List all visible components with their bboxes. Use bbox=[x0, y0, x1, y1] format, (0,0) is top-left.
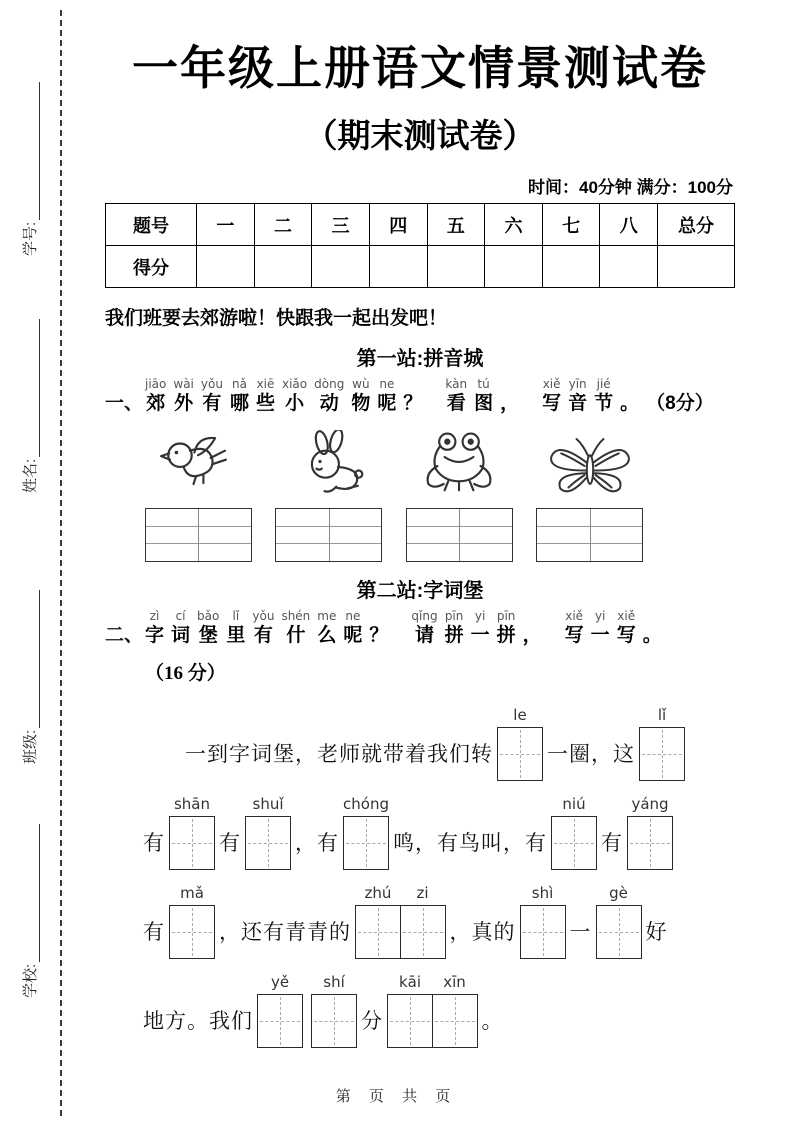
ruby-token bbox=[171, 609, 190, 648]
token-char: 呢 bbox=[377, 393, 397, 414]
tianzige-box bbox=[169, 884, 215, 959]
ruby-token bbox=[369, 609, 388, 648]
sidebar-field-school bbox=[20, 808, 40, 998]
pinyin-grid bbox=[536, 508, 643, 562]
question-number-cell: 总分 bbox=[658, 204, 735, 246]
passage-text: ，还有青青的 bbox=[219, 920, 351, 944]
rabbit-image bbox=[284, 430, 374, 502]
token-char: 图 bbox=[474, 393, 494, 414]
tianzige-box bbox=[596, 884, 642, 959]
token-char: 。 bbox=[642, 625, 662, 646]
box-center-hline bbox=[435, 1021, 475, 1022]
token-char: 一 bbox=[470, 625, 490, 646]
token-char: ？ bbox=[403, 393, 423, 414]
question1-number: 一、 bbox=[105, 393, 144, 414]
token-char: 词 bbox=[171, 625, 191, 646]
station1-heading: 第一站:拼音城 bbox=[356, 348, 484, 370]
butterfly-image bbox=[545, 430, 635, 502]
frog-image bbox=[414, 430, 504, 502]
token-char: 里 bbox=[226, 625, 246, 646]
page-footer: 第 页 共 页 bbox=[335, 1088, 458, 1105]
token-char: 写 bbox=[542, 393, 562, 414]
token-pinyin: ne bbox=[379, 377, 395, 391]
score-value-cell bbox=[254, 246, 312, 288]
question2-score-note: （16 分） bbox=[145, 663, 226, 684]
box-pinyin-label: gè bbox=[609, 884, 628, 902]
question1 bbox=[105, 377, 735, 416]
token-char: 请 bbox=[414, 625, 434, 646]
token-char: 有 bbox=[253, 625, 273, 646]
tianzige-box bbox=[343, 795, 389, 870]
token-pinyin: lǐ bbox=[232, 609, 240, 623]
question-number-cell: 四 bbox=[369, 204, 427, 246]
token-pinyin: me bbox=[317, 609, 337, 623]
tianzige-box bbox=[551, 795, 597, 870]
score-value-cell bbox=[197, 246, 255, 288]
score-row-label-cell: 得分 bbox=[106, 246, 197, 288]
token-char: 什 bbox=[286, 625, 306, 646]
ruby-token bbox=[646, 377, 714, 416]
sidebar-field-blank bbox=[25, 82, 40, 220]
passage-text: 有 bbox=[143, 920, 165, 944]
ruby-token bbox=[145, 609, 164, 648]
score-value-cell bbox=[600, 246, 658, 288]
token-char: 堡 bbox=[198, 625, 218, 646]
passage-text: 鸣，有鸟叫，有 bbox=[393, 831, 547, 855]
ruby-token bbox=[351, 377, 370, 416]
question-number-cell: 六 bbox=[485, 204, 543, 246]
animal-cell-bird bbox=[143, 430, 253, 562]
pinyin-grid bbox=[275, 508, 382, 562]
score-value-cell bbox=[658, 246, 735, 288]
token-char: 呢 bbox=[343, 625, 363, 646]
ruby-token bbox=[411, 609, 437, 648]
score-value-cell bbox=[427, 246, 485, 288]
token-char: ？ bbox=[369, 625, 389, 646]
ruby-token bbox=[542, 377, 561, 416]
ruby-token bbox=[497, 609, 516, 648]
passage-line bbox=[143, 701, 735, 781]
tianzige-box bbox=[400, 884, 446, 959]
score-table bbox=[105, 203, 735, 288]
token-char: 音 bbox=[568, 393, 588, 414]
ruby-token bbox=[197, 609, 219, 648]
passage-text: 一到字词堡，老师就带着我们转 bbox=[185, 742, 493, 766]
token-pinyin: tú bbox=[477, 377, 490, 391]
ruby-token bbox=[523, 609, 542, 648]
intro-text: 我们班要去郊游啦！快跟我一起出发吧！ bbox=[105, 308, 448, 329]
ruby-token bbox=[617, 609, 636, 648]
box-pinyin-label: zhú bbox=[364, 884, 392, 902]
animal-cell-butterfly bbox=[535, 430, 645, 562]
ruby-token bbox=[620, 377, 639, 416]
token-pinyin: xiě bbox=[542, 377, 561, 391]
ruby-token bbox=[256, 377, 275, 416]
token-pinyin: xiě bbox=[617, 609, 636, 623]
sidebar-field-student-id bbox=[20, 66, 40, 256]
question-number-cell: 七 bbox=[542, 204, 600, 246]
token-pinyin: yīn bbox=[568, 377, 587, 391]
tianzige-box bbox=[639, 706, 685, 781]
token-pinyin: wù bbox=[352, 377, 370, 391]
tianzige-double-box bbox=[355, 884, 446, 959]
sidebar-field-label: 学校: bbox=[22, 963, 39, 998]
token-pinyin: bǎo bbox=[197, 609, 220, 623]
question-number-cell: 三 bbox=[312, 204, 370, 246]
passage-line bbox=[143, 879, 735, 959]
tianzige-double-box bbox=[387, 973, 478, 1048]
box-center-hline bbox=[390, 1021, 430, 1022]
score-value-cell bbox=[369, 246, 427, 288]
score-table-corner-cell: 题号 bbox=[106, 204, 197, 246]
ruby-token bbox=[643, 609, 662, 648]
ruby-token bbox=[471, 609, 490, 648]
token-char: 拼 bbox=[496, 625, 516, 646]
passage-line bbox=[143, 790, 735, 870]
station2-heading: 第二站:字词堡 bbox=[356, 580, 484, 602]
animal-row bbox=[143, 430, 645, 562]
sidebar-field-class bbox=[20, 574, 40, 764]
ruby-token bbox=[282, 377, 307, 416]
token-pinyin: wài bbox=[173, 377, 194, 391]
paper-main bbox=[105, 0, 735, 1057]
tianzige-box bbox=[520, 884, 566, 959]
token-pinyin: qǐng bbox=[411, 609, 438, 623]
sidebar-field-name bbox=[20, 303, 40, 493]
sidebar-field-label: 班级: bbox=[22, 729, 39, 764]
fill-in-passage bbox=[143, 701, 735, 1048]
token-pinyin: cí bbox=[175, 609, 186, 623]
ruby-token bbox=[343, 609, 362, 648]
sidebar-field-label: 学号: bbox=[22, 221, 39, 256]
sidebar-field-label: 姓名: bbox=[22, 458, 39, 493]
token-pinyin: dòng bbox=[314, 377, 345, 391]
ruby-token bbox=[568, 377, 587, 416]
ruby-token bbox=[173, 377, 194, 416]
box-pinyin-label: mǎ bbox=[180, 884, 204, 902]
ruby-token bbox=[281, 609, 310, 648]
passage-text: 地方。我们 bbox=[143, 1009, 253, 1033]
token-char: 小 bbox=[285, 393, 305, 414]
passage-line bbox=[143, 968, 735, 1048]
ruby-token bbox=[230, 377, 249, 416]
box-pinyin-label: yáng bbox=[631, 795, 669, 813]
question-number-cell: 八 bbox=[600, 204, 658, 246]
box-center-hline bbox=[172, 843, 212, 844]
token-pinyin: ne bbox=[345, 609, 361, 623]
token-char: 看 bbox=[446, 393, 466, 414]
question-number-cell: 一 bbox=[197, 204, 255, 246]
ruby-token bbox=[252, 609, 274, 648]
token-pinyin: yǒu bbox=[200, 377, 223, 391]
token-pinyin: xiē bbox=[256, 377, 275, 391]
box-center-hline bbox=[554, 843, 594, 844]
token-char: 物 bbox=[351, 393, 371, 414]
token-pinyin: pīn bbox=[496, 609, 516, 623]
box-pinyin-label: shì bbox=[531, 884, 554, 902]
token-char: 么 bbox=[317, 625, 337, 646]
sidebar-field-blank bbox=[25, 590, 40, 728]
score-value-cell bbox=[485, 246, 543, 288]
token-pinyin: nǎ bbox=[231, 377, 247, 391]
animal-cell-frog bbox=[404, 430, 514, 562]
box-center-hline bbox=[403, 932, 443, 933]
box-pinyin-label: kāi bbox=[398, 973, 422, 991]
box-center-hline bbox=[500, 754, 540, 755]
token-pinyin: jiāo bbox=[145, 377, 167, 391]
box-pinyin-label: chóng bbox=[343, 795, 389, 813]
token-pinyin: yi bbox=[474, 609, 486, 623]
pinyin-grid bbox=[145, 508, 252, 562]
sidebar-field-blank bbox=[25, 824, 40, 962]
token-char: 。 bbox=[620, 393, 640, 414]
page-title: 一年级上册语文情景测试卷 bbox=[132, 42, 708, 94]
tianzige-box bbox=[387, 973, 433, 1048]
box-pinyin-label: zi bbox=[416, 884, 429, 902]
passage-text: 一 bbox=[569, 920, 592, 944]
ruby-token bbox=[500, 377, 519, 416]
tianzige-box bbox=[257, 973, 303, 1048]
passage-text: 有 bbox=[601, 831, 623, 855]
token-char: （8分） bbox=[646, 393, 714, 414]
ruby-token bbox=[591, 609, 610, 648]
box-center-hline bbox=[642, 754, 682, 755]
token-char: 动 bbox=[319, 393, 339, 414]
score-value-cell bbox=[312, 246, 370, 288]
box-center-hline bbox=[358, 932, 398, 933]
box-center-hline bbox=[630, 843, 670, 844]
score-header-row bbox=[106, 204, 735, 246]
tianzige-box bbox=[355, 884, 401, 959]
ruby-token bbox=[445, 609, 464, 648]
tianzige-box bbox=[169, 795, 215, 870]
token-char: 有 bbox=[202, 393, 222, 414]
question2-number: 二、 bbox=[105, 625, 144, 646]
token-char: 哪 bbox=[229, 393, 249, 414]
box-pinyin-label: shí bbox=[323, 973, 345, 991]
token-char: ， bbox=[522, 625, 542, 646]
token-pinyin: yǒu bbox=[252, 609, 275, 623]
token-char: 写 bbox=[564, 625, 584, 646]
question-number-cell: 五 bbox=[427, 204, 485, 246]
tianzige-box bbox=[245, 795, 291, 870]
token-pinyin: yi bbox=[594, 609, 606, 623]
token-char: 些 bbox=[255, 393, 275, 414]
box-pinyin-label: le bbox=[513, 706, 527, 724]
ruby-token bbox=[594, 377, 613, 416]
ruby-token bbox=[201, 377, 223, 416]
page-subtitle: （期末测试卷） bbox=[304, 117, 536, 154]
tianzige-box bbox=[497, 706, 543, 781]
sidebar-field-blank bbox=[25, 319, 40, 457]
box-pinyin-label: shān bbox=[173, 795, 211, 813]
token-pinyin: pīn bbox=[444, 609, 464, 623]
token-pinyin: xiǎo bbox=[282, 377, 308, 391]
box-center-hline bbox=[172, 932, 212, 933]
ruby-token bbox=[403, 377, 422, 416]
box-pinyin-label: niú bbox=[562, 795, 586, 813]
token-char: 拼 bbox=[444, 625, 464, 646]
box-center-hline bbox=[346, 843, 386, 844]
tianzige-box bbox=[627, 795, 673, 870]
token-pinyin: kàn bbox=[445, 377, 468, 391]
tianzige-box bbox=[311, 973, 357, 1048]
ruby-token bbox=[565, 609, 584, 648]
box-pinyin-label: yě bbox=[270, 973, 290, 991]
passage-text: ，真的 bbox=[449, 920, 516, 944]
passage-text: 好 bbox=[645, 920, 668, 944]
box-center-hline bbox=[248, 843, 288, 844]
box-center-hline bbox=[314, 1021, 354, 1022]
ruby-token bbox=[314, 377, 344, 416]
animal-cell-rabbit bbox=[274, 430, 384, 562]
ruby-token bbox=[145, 377, 166, 416]
box-pinyin-label: lǐ bbox=[657, 706, 667, 724]
passage-text: 一圈，这 bbox=[547, 742, 635, 766]
box-center-hline bbox=[260, 1021, 300, 1022]
score-value-cell bbox=[542, 246, 600, 288]
box-pinyin-label: shuǐ bbox=[252, 795, 284, 813]
token-char: 字 bbox=[145, 625, 165, 646]
bird-image bbox=[153, 430, 243, 502]
token-pinyin: shén bbox=[281, 609, 311, 623]
ruby-token bbox=[474, 377, 493, 416]
passage-text: 。 bbox=[481, 1009, 504, 1033]
tianzige-box bbox=[432, 973, 478, 1048]
token-char: 郊 bbox=[146, 393, 166, 414]
token-char: 节 bbox=[594, 393, 614, 414]
box-pinyin-label: xīn bbox=[443, 973, 466, 991]
ruby-token bbox=[317, 609, 336, 648]
token-char: 外 bbox=[174, 393, 194, 414]
passage-text: 有 bbox=[143, 831, 165, 855]
token-char: ， bbox=[500, 393, 520, 414]
token-pinyin: jié bbox=[596, 377, 611, 391]
question2 bbox=[105, 609, 735, 648]
ruby-token bbox=[226, 609, 245, 648]
passage-text: 分 bbox=[361, 1009, 383, 1033]
box-center-hline bbox=[523, 932, 563, 933]
ruby-token bbox=[445, 377, 467, 416]
passage-text: ，有 bbox=[295, 831, 339, 855]
token-char: 一 bbox=[590, 625, 610, 646]
question-number-cell: 二 bbox=[254, 204, 312, 246]
passage-text: 有 bbox=[219, 831, 241, 855]
box-center-hline bbox=[599, 932, 639, 933]
token-pinyin: xiě bbox=[565, 609, 584, 623]
pinyin-grid bbox=[406, 508, 513, 562]
token-pinyin: zì bbox=[149, 609, 160, 623]
score-value-row bbox=[106, 246, 735, 288]
fold-dashed-line bbox=[60, 10, 62, 1116]
exam-meta: 时间：40分钟 满分：100分 bbox=[528, 178, 733, 197]
ruby-token bbox=[377, 377, 396, 416]
token-char: 写 bbox=[616, 625, 636, 646]
